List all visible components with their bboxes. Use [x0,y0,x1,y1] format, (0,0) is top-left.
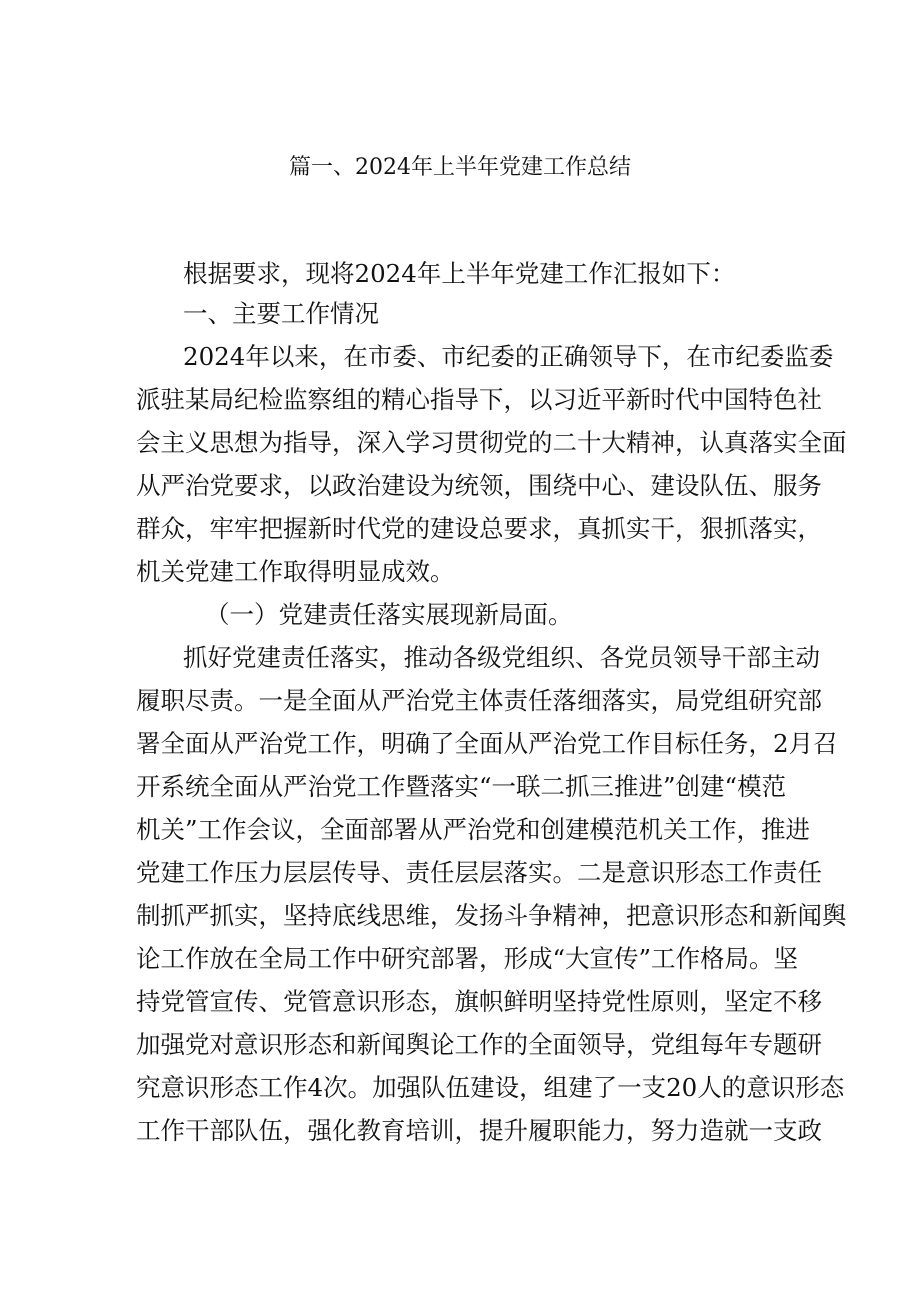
paragraph-line: 开系统全面从严治党工作暨落实“一联二抓三推进”创建“模范 [136,772,787,801]
subsection-heading: （一）党建责任落实展现新局面。 [205,600,573,629]
paragraph-line: 工作干部队伍，强化教育培训，提升履职能力，努力造就一支政 [136,1116,822,1145]
paragraph-line: 党建工作压力层层传导、责任层层落实。二是意识形态工作责任 [136,858,822,887]
paragraph-line: 持党管宣传、党管意识形态，旗帜鲜明坚持党性原则，坚定不移 [136,987,822,1016]
paragraph-line: 会主义思想为指导，深入学习贯彻党的二十大精神，认真落实全面 [136,428,847,457]
paragraph-line: 派驻某局纪检监察组的精心指导下，以习近平新时代中国特色社 [136,385,822,414]
paragraph-line: 抓好党建责任落实，推动各级党组织、各党员领导干部主动 [183,643,820,672]
section-heading: 一、主要工作情况 [183,299,379,328]
paragraph-line: 群众，牢牢把握新时代党的建设总要求，真抓实干，狠抓落实， [136,514,822,543]
paragraph-line: 制抓严抓实，坚持底线思维，发扬斗争精神，把意识形态和新闻舆 [136,901,847,930]
paragraph-line: 机关党建工作取得明显成效。 [136,557,455,586]
paragraph-line: 加强党对意识形态和新闻舆论工作的全面领导，党组每年专题研 [136,1030,822,1059]
paragraph-line: 机关”工作会议，全面部署从严治党和创建模范机关工作，推进 [136,815,811,844]
paragraph-line: 从严治党要求，以政治建设为统领，围绕中心、建设队伍、服务 [136,471,822,500]
paragraph-line: 署全面从严治党工作，明确了全面从严治党工作目标任务，2月召 [136,729,838,758]
paragraph-line: 履职尽责。一是全面从严治党主体责任落细落实，局党组研究部 [136,686,822,715]
paragraph-line: 2024年以来，在市委、市纪委的正确领导下，在市纪委监委 [183,342,834,371]
paragraph-line: 究意识形态工作4次。加强队伍建设，组建了一支20人的意识形态 [136,1073,845,1102]
document-title: 篇一、2024年上半年党建工作总结 [289,155,631,180]
intro-line: 根据要求，现将2024年上半年党建工作汇报如下： [183,259,736,288]
paragraph-line: 论工作放在全局工作中研究部署，形成“大宣传”工作格局。坚 [136,944,799,973]
